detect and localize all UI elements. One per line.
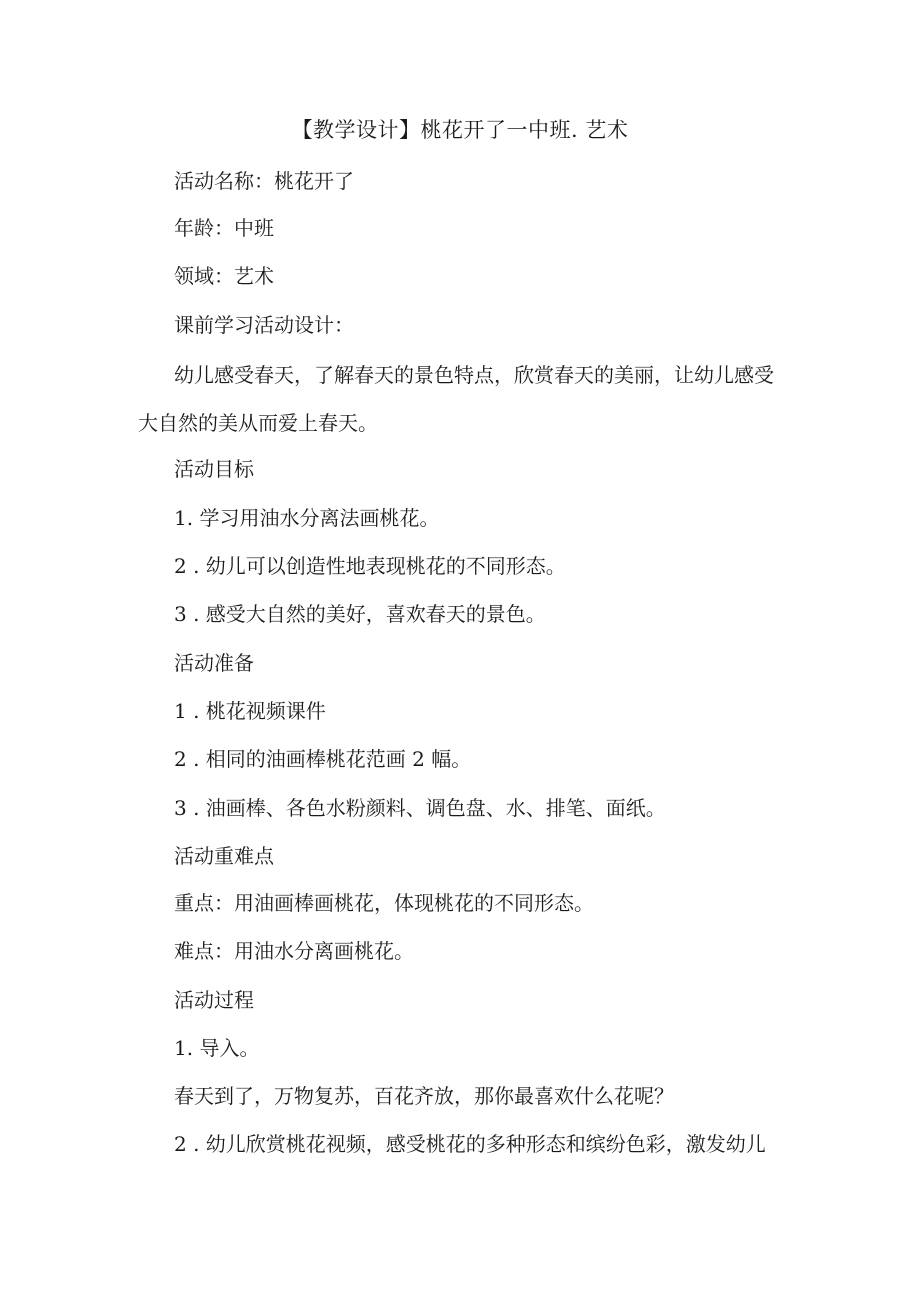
goal-item-1: 1. 学习用油水分离法画桃花。 <box>174 506 440 530</box>
goal-item-2: 2 . 幼儿可以创造性地表现桃花的不同形态。 <box>174 554 566 578</box>
process-step-1-text: 春天到了，万物复苏，百花齐放，那你最喜欢什么花呢？ <box>174 1084 674 1108</box>
key-point: 重点：用油画棒画桃花，体现桃花的不同形态。 <box>174 891 594 915</box>
activity-name-line: 活动名称：桃花开了 <box>174 169 354 193</box>
prep-item-1: 1 . 桃花视频课件 <box>174 699 326 723</box>
difficult-point: 难点：用油水分离画桃花。 <box>174 939 414 963</box>
pre-class-paragraph: 幼儿感受春天，了解春天的景色特点，欣赏春天的美丽，让幼儿感受大自然的美从而爱上春天。 <box>138 363 774 435</box>
key-heading: 活动重难点 <box>174 844 274 868</box>
domain-line: 领域：艺术 <box>174 264 274 288</box>
document-title: 【教学设计】桃花开了一中班. 艺术 <box>291 118 629 142</box>
goal-item-3: 3 . 感受大自然的美好，喜欢春天的景色。 <box>174 602 546 626</box>
process-step-1: 1. 导入。 <box>174 1036 260 1060</box>
prep-item-3: 3 . 油画棒、各色水粉颜料、调色盘、水、排笔、面纸。 <box>174 796 666 820</box>
prep-heading: 活动准备 <box>174 651 254 675</box>
goals-heading: 活动目标 <box>174 457 254 481</box>
prep-item-2: 2 . 相同的油画棒桃花范画 2 幅。 <box>174 747 472 771</box>
process-step-2: 2 . 幼儿欣赏桃花视频，感受桃花的多种形态和缤纷色彩，激发幼儿 <box>174 1132 766 1156</box>
age-line: 年龄：中班 <box>174 216 274 240</box>
pre-class-heading: 课前学习活动设计： <box>174 313 354 337</box>
process-heading: 活动过程 <box>174 988 254 1012</box>
